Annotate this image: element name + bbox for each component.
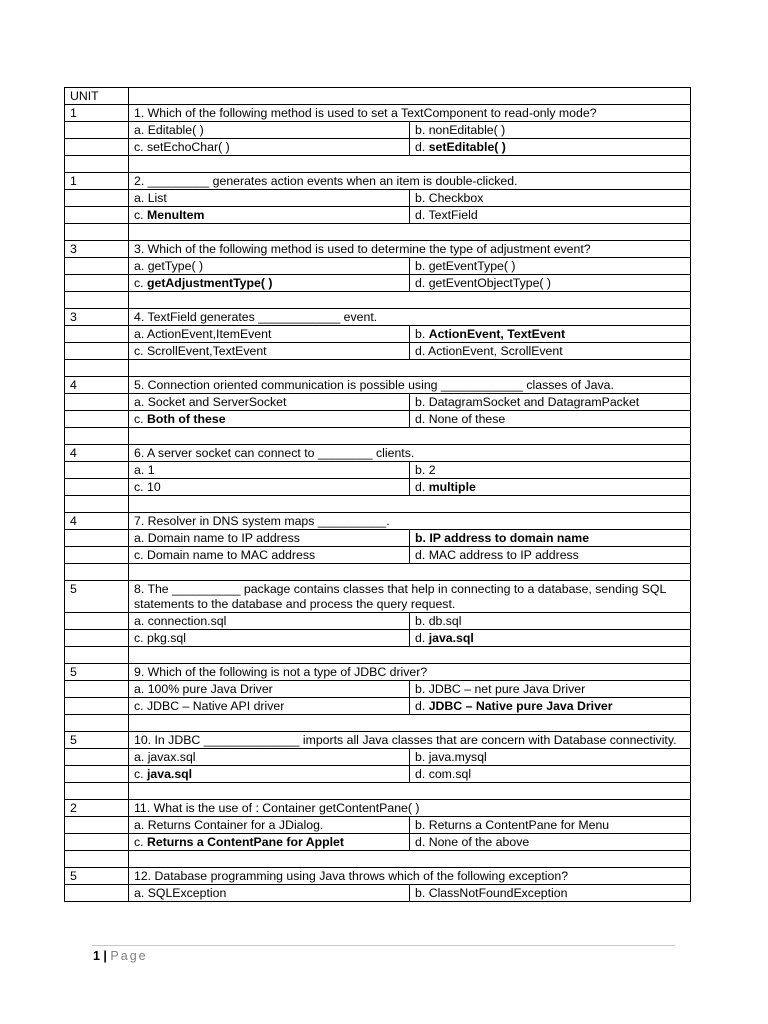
unit-blank [65,394,129,411]
unit-blank [65,613,129,630]
answer-option [129,698,410,715]
option-prefix: a. [134,123,148,137]
option-prefix: d. [415,767,429,781]
answer-option [410,766,691,783]
option-text: ScrollEvent,TextEvent [146,344,267,358]
option-prefix: b. [415,327,429,341]
options-row [65,462,691,479]
unit-blank [65,834,129,851]
unit-blank [65,630,129,647]
unit-number: 4 [65,377,129,394]
option-prefix: b. [415,818,429,832]
option-prefix: b. [415,682,429,696]
answer-option [129,122,410,139]
answer-option [410,190,691,207]
option-text: SQLException [147,886,227,900]
spacer-row [65,496,691,513]
spacer-cell [65,647,129,664]
answer-option [129,139,410,156]
answer-option [410,885,691,902]
option-prefix: a. [134,531,148,545]
option-prefix: d. [415,276,429,290]
page-separator: | [99,949,111,963]
spacer-row [65,564,691,581]
unit-blank [65,462,129,479]
option-text: com.sql [428,767,472,781]
answer-option [410,630,691,647]
spacer-cell [65,156,129,173]
answer-option [410,343,691,360]
question-row [65,800,691,817]
spacer-row [65,783,691,800]
option-prefix: d. [415,548,429,562]
unit-blank [65,411,129,428]
question-row [65,105,691,122]
option-text: javax.sql [147,750,196,764]
option-text: Domain name to MAC address [146,548,316,562]
correct-option-text: MenuItem [146,208,205,222]
answer-option [129,207,410,224]
question-table-body [65,88,691,902]
option-text: DatagramSocket and DatagramPacket [428,395,640,409]
answer-option [129,547,410,564]
spacer-cell [129,647,691,664]
options-row [65,698,691,715]
option-prefix: d. [415,412,429,426]
question-text: 10. In JDBC ______________ imports all Java classes that are concern with Database connectivity. [129,732,691,749]
answer-option [129,817,410,834]
spacer-cell [129,564,691,581]
spacer-cell [129,783,691,800]
option-prefix: c. [134,631,147,645]
unit-blank [65,207,129,224]
option-text: Returns Container for a JDialog. [147,818,324,832]
options-row [65,122,691,139]
options-row [65,394,691,411]
correct-option-text: JDBC – Native pure Java Driver [428,699,613,713]
options-row [65,630,691,647]
unit-blank [65,275,129,292]
answer-option [410,207,691,224]
correct-option-text: setEditable( ) [428,140,506,154]
spacer-row [65,224,691,241]
option-prefix: d. [415,208,429,222]
option-text: 10 [146,480,161,494]
answer-option [129,462,410,479]
question-text: 11. What is the use of : Container getContentPane( ) [129,800,691,817]
answer-option [129,394,410,411]
unit-blank [65,479,129,496]
answer-option [410,547,691,564]
question-text: 1. Which of the following method is used to set a TextComponent to read-only mode? [129,105,691,122]
answer-option [129,681,410,698]
answer-option [410,681,691,698]
unit-blank [65,258,129,275]
unit-blank [65,698,129,715]
question-text: 2. _________ generates action events when an item is double-clicked. [129,173,691,190]
options-row [65,749,691,766]
option-text: setEchoChar( ) [146,140,230,154]
spacer-cell [65,496,129,513]
question-row [65,732,691,749]
option-prefix: b. [415,395,429,409]
answer-option [410,479,691,496]
spacer-cell [65,292,129,309]
spacer-cell [129,156,691,173]
option-prefix: c. [134,480,147,494]
answer-option [410,749,691,766]
options-row [65,479,691,496]
spacer-cell [129,851,691,868]
spacer-cell [65,783,129,800]
question-row [65,581,691,613]
unit-number: 1 [65,173,129,190]
unit-blank [65,343,129,360]
spacer-cell [65,851,129,868]
spacer-row [65,156,691,173]
option-prefix: b. [415,750,429,764]
options-row [65,343,691,360]
spacer-cell [129,292,691,309]
option-prefix: c. [134,767,147,781]
option-text: ActionEvent,ItemEvent [147,327,272,341]
answer-option [410,817,691,834]
spacer-cell [129,224,691,241]
question-text: 3. Which of the following method is used to determine the type of adjustment event? [129,241,691,258]
unit-blank [65,122,129,139]
option-text: pkg.sql [146,631,186,645]
spacer-cell [65,360,129,377]
option-text: getEventObjectType( ) [428,276,552,290]
question-row [65,241,691,258]
unit-number: 3 [65,309,129,326]
answer-option [129,411,410,428]
unit-blank [65,326,129,343]
unit-number: 1 [65,105,129,122]
option-text: getEventType( ) [428,259,516,273]
spacer-row [65,647,691,664]
answer-option [410,139,691,156]
unit-number: 4 [65,513,129,530]
spacer-cell [129,496,691,513]
question-row [65,664,691,681]
answer-option [410,698,691,715]
option-prefix: b. [415,191,429,205]
option-text: JDBC – net pure Java Driver [428,682,586,696]
options-row [65,547,691,564]
answer-option [129,275,410,292]
unit-blank [65,547,129,564]
question-row [65,868,691,885]
option-prefix: a. [134,886,148,900]
answer-option [410,462,691,479]
answer-option [410,275,691,292]
option-prefix: a. [134,395,148,409]
option-text: 2 [428,463,436,477]
spacer-row [65,715,691,732]
option-prefix: c. [134,140,147,154]
option-prefix: c. [134,344,147,358]
option-text: nonEditable( ) [428,123,506,137]
question-text: 7. Resolver in DNS system maps __________. [129,513,691,530]
answer-option [129,479,410,496]
option-prefix: a. [134,463,148,477]
answer-option [129,749,410,766]
unit-blank [65,530,129,547]
answer-option [129,190,410,207]
correct-option-text: Both of these [146,412,226,426]
option-text: Domain name to IP address [147,531,300,545]
unit-blank [65,190,129,207]
answer-option [129,343,410,360]
option-prefix: c. [134,276,147,290]
option-prefix: a. [134,682,148,696]
unit-number: 5 [65,581,129,613]
option-text: 100% pure Java Driver [147,682,273,696]
spacer-row [65,851,691,868]
question-row [65,173,691,190]
option-text: None of the above [428,835,530,849]
options-row [65,834,691,851]
options-row [65,139,691,156]
spacer-cell [65,224,129,241]
answer-option [129,326,410,343]
option-prefix: b. [415,463,429,477]
spacer-row [65,428,691,445]
options-row [65,885,691,902]
answer-option [129,630,410,647]
question-row [65,377,691,394]
options-row [65,258,691,275]
option-prefix: a. [134,818,148,832]
option-text: getType( ) [147,259,204,273]
header-blank [129,88,691,105]
answer-option [129,766,410,783]
question-row [65,513,691,530]
correct-option-text: IP address to domain name [429,531,590,545]
correct-option-text: multiple [428,480,476,494]
answer-option [129,258,410,275]
question-row [65,309,691,326]
correct-option-text: java.sql [428,631,474,645]
option-text: JDBC – Native API driver [146,699,285,713]
options-row [65,817,691,834]
unit-blank [65,817,129,834]
option-prefix: b. [415,531,430,545]
answer-option [129,885,410,902]
question-text: 4. TextField generates ____________ event. [129,309,691,326]
option-prefix: d. [415,631,429,645]
header-row [65,88,691,105]
page-label: Page [110,949,148,963]
option-text: TextField [428,208,478,222]
answer-option [410,326,691,343]
correct-option-text: java.sql [146,767,193,781]
options-row [65,275,691,292]
options-row [65,411,691,428]
option-prefix: b. [415,886,429,900]
options-row [65,326,691,343]
spacer-cell [129,715,691,732]
option-prefix: c. [134,208,147,222]
option-text: MAC address to IP address [428,548,579,562]
question-table [64,87,691,902]
unit-number: 2 [65,800,129,817]
answer-option [410,258,691,275]
options-row [65,766,691,783]
option-prefix: d. [415,835,429,849]
answer-option [129,613,410,630]
option-prefix: b. [415,123,429,137]
option-prefix: d. [415,480,429,494]
option-prefix: a. [134,327,147,341]
answer-option [410,411,691,428]
option-text: ClassNotFoundException [428,886,568,900]
question-text: 8. The __________ package contains classes that help in connecting to a database, sending SQL statements to the database and process the query request. [129,581,691,613]
spacer-row [65,360,691,377]
option-prefix: c. [134,699,147,713]
unit-blank [65,885,129,902]
option-text: Checkbox [428,191,484,205]
correct-option-text: ActionEvent, TextEvent [428,327,566,341]
unit-number: 5 [65,664,129,681]
unit-blank [65,681,129,698]
spacer-cell [65,428,129,445]
option-text: db.sql [428,614,462,628]
options-row [65,207,691,224]
question-text: 6. A server socket can connect to ________ clients. [129,445,691,462]
answer-option [129,530,410,547]
question-row [65,445,691,462]
option-text: None of these [428,412,506,426]
option-text: 1 [147,463,155,477]
option-text: List [147,191,167,205]
spacer-cell [65,715,129,732]
spacer-cell [129,428,691,445]
question-text: 12. Database programming using Java throws which of the following exception? [129,868,691,885]
unit-header: UNIT [65,88,129,105]
option-prefix: a. [134,191,148,205]
answer-option [410,530,691,547]
unit-number: 3 [65,241,129,258]
option-prefix: a. [134,614,148,628]
option-text: Returns a ContentPane for Menu [428,818,610,832]
page-number: 1 [93,949,100,963]
question-text: 9. Which of the following is not a type of JDBC driver? [129,664,691,681]
answer-option [129,834,410,851]
answer-option [410,394,691,411]
spacer-cell [129,360,691,377]
option-prefix: d. [415,344,428,358]
unit-number: 5 [65,868,129,885]
option-text: java.mysql [428,750,487,764]
option-prefix: b. [415,614,429,628]
option-prefix: c. [134,835,147,849]
option-prefix: d. [415,140,429,154]
spacer-row [65,292,691,309]
option-prefix: d. [415,699,429,713]
option-text: connection.sql [147,614,227,628]
option-prefix: a. [134,750,148,764]
option-prefix: a. [134,259,148,273]
unit-blank [65,766,129,783]
unit-number: 5 [65,732,129,749]
answer-option [410,122,691,139]
answer-option [410,613,691,630]
answer-option [410,834,691,851]
unit-blank [65,139,129,156]
option-prefix: b. [415,259,429,273]
option-text: ActionEvent, ScrollEvent [428,344,563,358]
unit-blank [65,749,129,766]
option-text: Socket and ServerSocket [147,395,287,409]
options-row [65,613,691,630]
unit-number: 4 [65,445,129,462]
spacer-cell [65,564,129,581]
question-text: 5. Connection oriented communication is possible using ____________ classes of Java. [129,377,691,394]
option-text: Editable( ) [147,123,204,137]
options-row [65,681,691,698]
page-footer [93,949,148,963]
correct-option-text: Returns a ContentPane for Applet [146,835,344,849]
option-prefix: c. [134,548,147,562]
correct-option-text: getAdjustmentType( ) [146,276,273,290]
options-row [65,190,691,207]
footer-rule [92,945,675,946]
option-prefix: c. [134,412,147,426]
options-row [65,530,691,547]
